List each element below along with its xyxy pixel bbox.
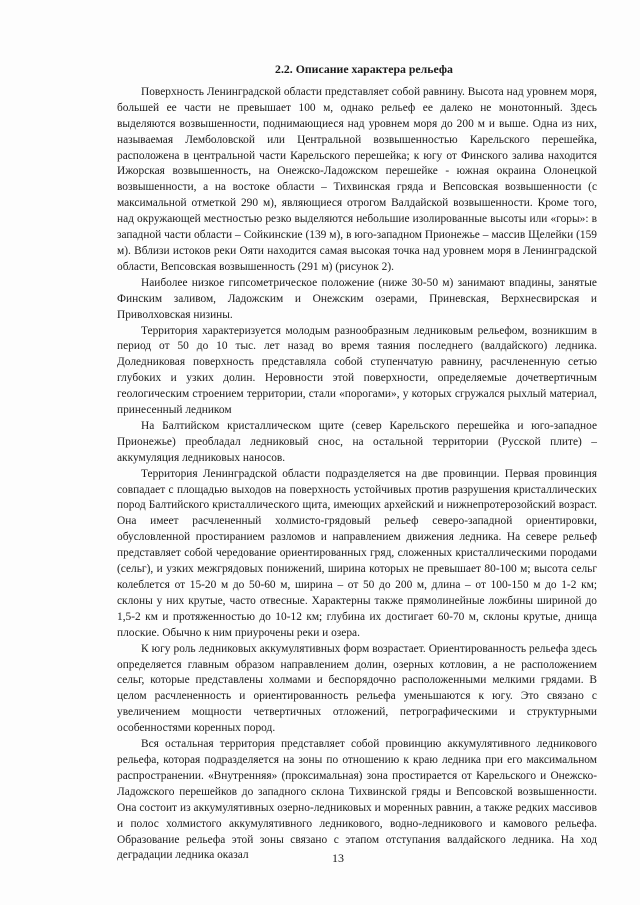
paragraph-lowlands: Наиболее низкое гипсометрическое положение (ниже 30-50 м) занимают впадины, занятые Финским заливом, Ладожским и Онежским озерами, Приневская, Верхнесвирская и Приволховская низины. xyxy=(117,276,597,321)
paragraph-surface-overview: Поверхность Ленинградской области представляет собой равнину. Высота над уровнем моря, большей ее части не превышает 100 м, однако рельеф ее далеко не монотонный. Здесь выделяются возвышенности, поднимающиеся над уровнем моря до 200 м и выше. Одна из них, называемая Лемболовской или Центральной возвышенностью Карельского перешейка, расположена в центральной части Карельского перешейка; к югу от Финского залива находится Ижорская возвышенность, на Онежско-Ладожском перешейке - южная окраина Олонецкой возвышенности, а на востоке области – Тихвинская гряда и Вепсовская возвышенности (с максимальной отметкой 290 м), являющиеся отрогом Валдайской возвышенности. Кроме того, над окружающей местностью резко выделяются небольшие изолированные высоты или «горы»: в западной части области – Сойкинские (139 м), в юго-западном Прионежье – массив Щелейки (159 м). Вблизи истоков реки Ояти находится самая высокая точка над уровнем моря в Ленинградской области, Вепсовская возвышенность (291 м) (рисунок 2). xyxy=(117,85,597,273)
page-content xyxy=(117,62,597,864)
page-number: 13 xyxy=(332,851,344,865)
paragraph-first-province: Территория Ленинградской области подразделяется на две провинции. Первая провинция совпадает с площадью выходов на поверхность устойчивых против разрушения кристаллических пород Балтийского кристаллического щита, имеющих архейский и нижнепротерозойский возраст. Она имеет расчлененный холмисто-грядовый рельеф северо-западной ориентировки, обусловленной простиранием разломов и направлением движения ледника. На севере рельеф представляет собой чередование ориентированных гряд, сложенных кристаллическими породами (сельг), и узких межгрядовых понижений, ширина которых не превышает 80-100 м; высота сельг колеблется от 15-20 м до 50-60 м, ширина – от 50 до 200 м, длина – от 100-150 м до 1-2 км; склоны у них крутые, часто отвесные. Характерны также прямолинейные ложбины шириной до 1,5-2 км и протяженностью до 10-12 км; глубина их достигает 60-70 м, склоны крутые, днища плоские. Обычно к ним приурочены реки и озера. xyxy=(117,467,597,639)
paragraph-glacial-relief: Территория характеризуется молодым разнообразным ледниковым рельефом, возникшим в период от 50 до 10 тыс. лет назад во время таяния последнего (валдайского) ледника. Доледниковая поверхность представляла собой ступенчатую равнину, расчлененную сетью глубоких и узких долин. Неровности этой поверхности, определяемые дочетвертичным геологическим строением территории, стали «порогами», у которых сгружался рыхлый материал, принесенный ледником xyxy=(117,324,597,417)
paragraph-southern-forms: К югу роль ледниковых аккумулятивных форм возрастает. Ориентированность рельефа здесь определяется главным образом направлением долин, озерных котловин, а не расположением сельг, которые представлены холмами и беспорядочно расположенными мелкими грядами. В целом расчлененность и ориентированность рельефа уменьшаются к югу. Это связано с увеличением мощности четвертичных отложений, петрографическими и структурными особенностями коренных пород. xyxy=(117,642,597,735)
paragraph-accumulative-province: Вся остальная территория представляет собой провинцию аккумулятивного ледникового рельефа, которая подразделяется на зоны по отношению к краю ледника при его максимальном распространении. «Внутренняя» (проксимальная) зона простирается от Карельского и Онежско-Ладожского перешейков до западного склона Тихвинской гряды и Вепсовской возвышенности. Она состоит из аккумулятивных озерно-ледниковых и моренных равнин, а также редких массивов и полос холмистого аккумулятивного ледникового, водно-ледникового и камового рельефа. Образование рельефа этой зоны связано с этапом отступания валдайского ледника. На ход деградации ледника оказал xyxy=(117,738,597,862)
section-heading: 2.2. Описание характера рельефа xyxy=(275,62,453,76)
paragraph-baltic-shield: На Балтийском кристаллическом щите (север Карельского перешейка и юго-западное Прионежье) преобладал ледниковый снос, на остальной территории (Русской плите) – аккумуляция ледниковых наносов. xyxy=(117,419,597,464)
